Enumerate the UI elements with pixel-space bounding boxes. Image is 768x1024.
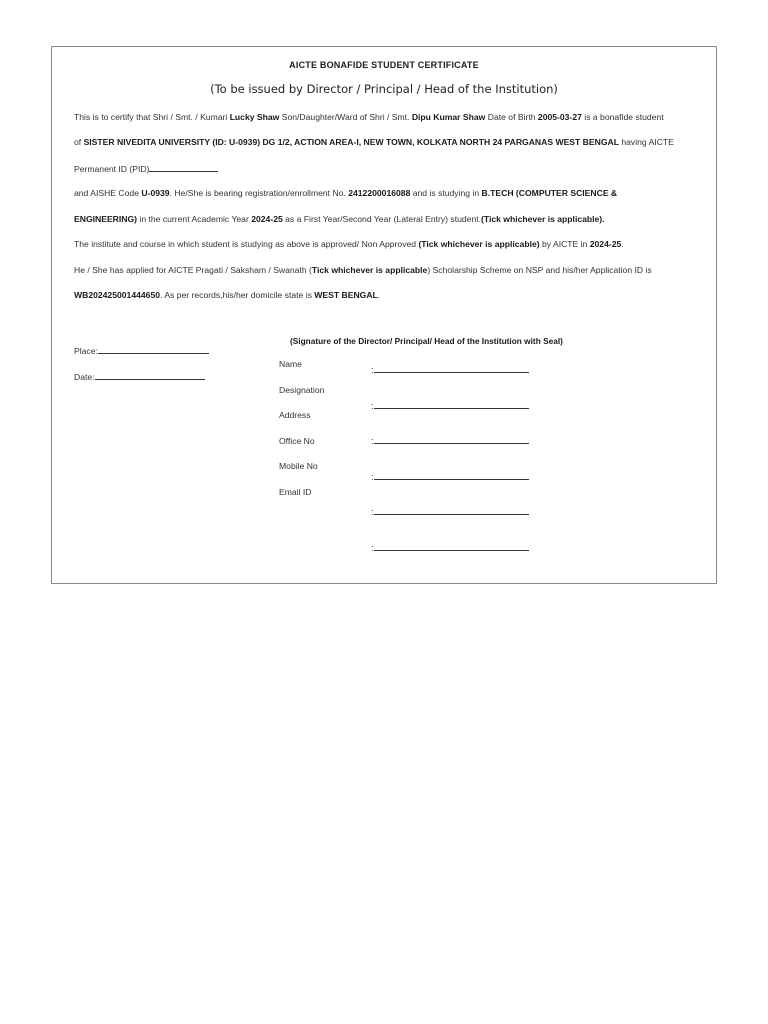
course-name-part1: B.TECH (COMPUTER SCIENCE & bbox=[481, 188, 618, 198]
address-label: Address bbox=[279, 410, 311, 420]
office-no-label: Office No bbox=[279, 436, 315, 446]
certificate-sheet bbox=[51, 46, 717, 584]
body-line-5: ENGINEERING) in the current Academic Year 2024-25 as a First Year/Second Year (Lateral Entry) student.(Tick whichever is applicable). bbox=[74, 214, 605, 224]
enrollment-number: 2412200016088 bbox=[348, 188, 411, 198]
domicile-state: WEST BENGAL bbox=[314, 290, 378, 300]
tick-note-approval: (Tick whichever is applicable) bbox=[418, 239, 540, 249]
body-line-8: WB202425001444650. As per records,his/her domicile state is WEST BENGAL. bbox=[74, 290, 381, 300]
date-field bbox=[74, 371, 205, 382]
certificate-title: AICTE BONAFIDE STUDENT CERTIFICATE bbox=[289, 60, 479, 70]
designation-line: : bbox=[371, 399, 529, 411]
course-name-part2: ENGINEERING) bbox=[74, 214, 138, 224]
address-line: : bbox=[371, 434, 529, 446]
designation-label: Designation bbox=[279, 385, 325, 395]
mobile-no-label: Mobile No bbox=[279, 461, 318, 471]
date-blank bbox=[95, 371, 205, 380]
email-id-label: Email ID bbox=[279, 487, 312, 497]
body-line-6: The institute and course in which student is studying as above is approved/ Non Approved (Tick whichever is applicable) by AICTE in 2024-25. bbox=[74, 239, 624, 249]
date-label: Date: bbox=[74, 372, 95, 382]
body-line-7: He / She has applied for AICTE Pragati / Saksham / Swanath (Tick whichever is applicable) Scholarship Scheme on NSP and his/her Application ID is bbox=[74, 265, 652, 275]
email-id-line: : bbox=[371, 541, 529, 553]
student-name: Lucky Shaw bbox=[229, 112, 280, 122]
tick-note-scholarship: Tick whichever is applicable bbox=[311, 265, 428, 275]
place-field bbox=[74, 345, 209, 356]
office-no-line: : bbox=[371, 470, 529, 482]
parent-name: Dipu Kumar Shaw bbox=[411, 112, 486, 122]
pid-label: Permanent ID (PID) bbox=[74, 164, 150, 174]
body-line-4: and AISHE Code U-0939. He/She is bearing registration/enrollment No. 2412200016088 and is studying in B.TECH (COMPUTER SCIENCE & bbox=[74, 188, 618, 198]
mobile-no-line: : bbox=[371, 505, 529, 517]
body-line-3 bbox=[74, 163, 218, 174]
signature-caption: (Signature of the Director/ Principal/ Head of the Institution with Seal) bbox=[290, 336, 563, 346]
certificate-subtitle: (To be issued by Director / Principal / Head of the Institution) bbox=[210, 82, 558, 96]
pid-blank bbox=[149, 163, 218, 172]
application-id: WB202425001444650 bbox=[74, 290, 161, 300]
approval-year: 2024-25 bbox=[589, 239, 622, 249]
place-blank bbox=[98, 345, 209, 354]
body-line-2: of SISTER NIVEDITA UNIVERSITY (ID: U-0939) DG 1/2, ACTION AREA-I, NEW TOWN, KOLKATA NORTH 24 PARGANAS WEST BENGAL having AICTE bbox=[74, 137, 674, 147]
name-line: : bbox=[371, 363, 529, 375]
aishe-code: U-0939 bbox=[141, 188, 170, 198]
institution-name: SISTER NIVEDITA UNIVERSITY (ID: U-0939) DG 1/2, ACTION AREA-I, NEW TOWN, KOLKATA NORTH 24 PARGANAS WEST BENGAL bbox=[83, 137, 619, 147]
academic-year: 2024-25 bbox=[251, 214, 283, 224]
body-line-1: This is to certify that Shri / Smt. / Kumari Lucky Shaw Son/Daughter/Ward of Shri / Smt. Dipu Kumar Shaw Date of Birth 2005-03-27 is a bonafide student bbox=[74, 112, 664, 122]
name-label: Name bbox=[279, 359, 302, 369]
date-of-birth: 2005-03-27 bbox=[537, 112, 582, 122]
tick-note-year: (Tick whichever is applicable). bbox=[481, 214, 605, 224]
place-label: Place: bbox=[74, 346, 98, 356]
